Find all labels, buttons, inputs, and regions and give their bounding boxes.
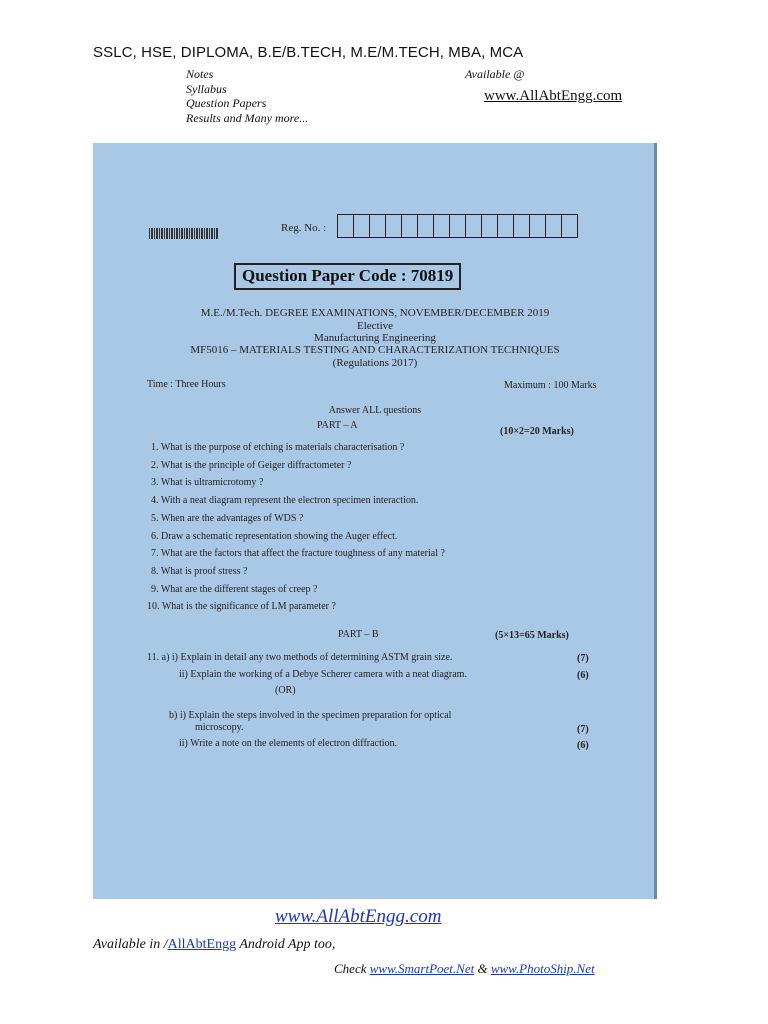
part-b-marks: (5×13=65 Marks) bbox=[495, 630, 569, 641]
question-11a-i: 11. a) i) Explain in detail any two methods of determining ASTM grain size. bbox=[147, 652, 453, 663]
barcode-icon bbox=[149, 228, 219, 239]
reg-no-label: Reg. No. : bbox=[281, 222, 327, 234]
footer-check-line bbox=[334, 961, 595, 977]
exam-max-marks: Maximum : 100 Marks bbox=[504, 380, 597, 391]
question-2: 2. What is the principle of Geiger diffractometer ? bbox=[151, 460, 352, 471]
question-11b-i-line2: microscopy. bbox=[195, 722, 244, 733]
question-3: 3. What is ultramicrotomy ? bbox=[151, 477, 264, 488]
header-item-results: Results and Many more... bbox=[186, 110, 309, 125]
exam-time: Time : Three Hours bbox=[147, 379, 226, 390]
footer-smartpoet-link[interactable]: www.SmartPoet.Net bbox=[369, 961, 475, 976]
question-5: 5. When are the advantages of WDS ? bbox=[151, 513, 304, 524]
header-item-syllabus: Syllabus bbox=[186, 81, 227, 96]
footer-amp: & bbox=[474, 961, 491, 976]
header-available: Available @ bbox=[465, 67, 525, 81]
exam-type: Elective bbox=[356, 320, 394, 332]
question-11b-i-line1: b) i) Explain the steps involved in the specimen preparation for optical bbox=[169, 710, 452, 721]
or-label: (OR) bbox=[275, 685, 296, 696]
header-site-link[interactable]: www.AllAbtEngg.com bbox=[484, 88, 623, 104]
scanned-question-paper bbox=[93, 143, 657, 899]
header-item-notes: Notes bbox=[186, 67, 214, 81]
question-11b-ii: ii) Write a note on the elements of electron diffraction. bbox=[179, 738, 398, 749]
question-11b-ii-marks: (6) bbox=[577, 740, 589, 751]
question-1: 1. What is the purpose of etching is materials characterisation ? bbox=[151, 442, 405, 453]
footer-app-prefix: Available in / bbox=[93, 937, 168, 952]
question-paper-code: Question Paper Code : 70819 bbox=[234, 263, 461, 290]
question-6: 6. Draw a schematic representation showing the Auger effect. bbox=[151, 531, 398, 542]
header-title: SSLC, HSE, DIPLOMA, B.E/B.TECH, M.E/M.TECH, MBA, MCA bbox=[93, 44, 524, 61]
footer-app-suffix: Android App too, bbox=[236, 937, 336, 952]
footer-photoship-link[interactable]: www.PhotoShip.Net bbox=[490, 961, 595, 976]
footer-app-line bbox=[93, 937, 335, 953]
part-b-label: PART – B bbox=[338, 629, 379, 640]
question-4: 4. With a neat diagram represent the electron specimen interaction. bbox=[151, 495, 419, 506]
question-11a-ii: ii) Explain the working of a Debye Scherer camera with a neat diagram. bbox=[179, 669, 467, 680]
question-10: 10. What is the significance of LM parameter ? bbox=[147, 601, 336, 612]
reg-no-boxes bbox=[337, 214, 578, 238]
question-11a-ii-marks: (6) bbox=[577, 670, 589, 681]
exam-branch: Manufacturing Engineering bbox=[314, 332, 436, 344]
footer-site-link[interactable]: www.AllAbtEngg.com bbox=[275, 906, 442, 927]
answer-all: Answer ALL questions bbox=[328, 405, 422, 416]
question-7: 7. What are the factors that affect the fracture toughness of any material ? bbox=[151, 548, 445, 559]
exam-regulation: (Regulations 2017) bbox=[332, 357, 418, 369]
header-items bbox=[186, 67, 308, 125]
exam-title: M.E./M.Tech. DEGREE EXAMINATIONS, NOVEMBER/DECEMBER 2019 bbox=[200, 307, 550, 319]
part-a-label: PART – A bbox=[317, 420, 358, 431]
question-8: 8. What is proof stress ? bbox=[151, 566, 248, 577]
question-11b-i-marks: (7) bbox=[577, 724, 589, 735]
question-11a-i-marks: (7) bbox=[577, 653, 589, 664]
header-item-question-papers: Question Papers bbox=[186, 96, 267, 110]
footer-app-link[interactable]: AllAbtEngg bbox=[167, 937, 237, 952]
exam-subject: MF5016 – MATERIALS TESTING AND CHARACTERIZATION TECHNIQUES bbox=[190, 344, 560, 356]
part-a-marks: (10×2=20 Marks) bbox=[500, 426, 574, 437]
footer-check-label: Check bbox=[334, 961, 370, 976]
question-9: 9. What are the different stages of creep ? bbox=[151, 584, 318, 595]
